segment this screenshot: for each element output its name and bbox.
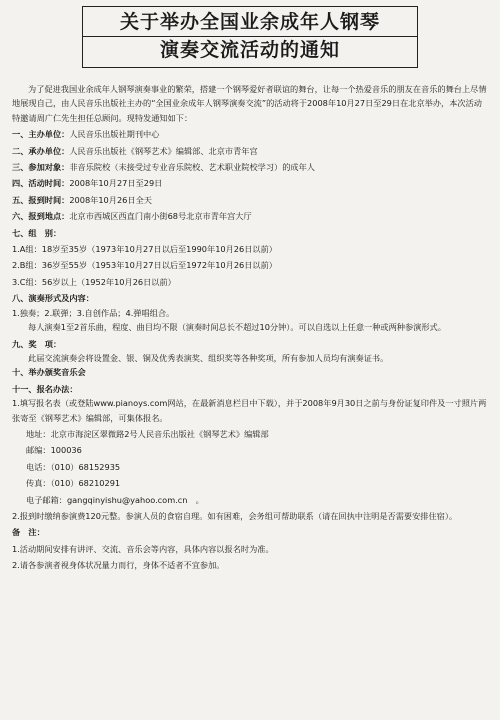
title-box bbox=[82, 6, 418, 68]
item-organizer bbox=[12, 127, 488, 141]
item-checkin-location bbox=[12, 209, 488, 223]
note-2: 2.请各参演者视身体状况量力而行，身体不适者不宜参加。 bbox=[12, 560, 225, 571]
item-text: 人民音乐出版社期刊中心 bbox=[69, 129, 160, 140]
note-1: 1.活动期间安排有讲评、交流、音乐会等内容，具体内容以报名时为准。 bbox=[12, 543, 274, 554]
item-text: 非音乐院校（未接受过专业音乐院校、艺术职业院校学习）的成年人 bbox=[69, 162, 315, 173]
item-text: 2008年10月27日至29日 bbox=[69, 178, 163, 189]
item-text: 2008年10月26日全天 bbox=[69, 194, 152, 205]
item-co-organizer bbox=[12, 144, 488, 158]
group-c: 3.C组：56岁以上（1952年10月26日以前） bbox=[12, 276, 176, 287]
item-label: 六、报到地点： bbox=[12, 211, 70, 222]
item-label: 五、报到时间： bbox=[12, 194, 70, 205]
notes-heading: 备 注： bbox=[12, 527, 45, 538]
registration-item-1: 1.填写报名表（或登陆www.pianoys.com网站，在最新消息栏目中下载），并于2008年9月30日之前与身份证复印件及一寸照片两张寄至《钢琴艺术》编辑部，可集体报名。 bbox=[12, 398, 487, 423]
registration-heading: 十一、报名办法： bbox=[12, 383, 78, 394]
forms-list: 1.独奏；2.联弹；3.自创作品；4.弹唱组合。 bbox=[12, 307, 175, 318]
groups-heading: 七、组 别： bbox=[12, 227, 62, 238]
notice-body bbox=[12, 82, 488, 573]
item-label: 三、参加对象： bbox=[12, 162, 70, 173]
awards-heading: 九、奖 项： bbox=[12, 338, 62, 349]
registration-fax: 传真：（010）68210291 bbox=[26, 478, 121, 489]
registration-phone: 电话：（010）68152935 bbox=[26, 461, 121, 472]
forms-description: 每人演奏1至2首乐曲，程度、曲目均不限（演奏时间总长不超过10分钟）。可以自选以上任意一种或两种参演形式。 bbox=[28, 322, 446, 333]
concert-heading: 十、举办颁奖音乐会 bbox=[12, 367, 86, 378]
group-b: 2.B组：36岁至55岁（1953年10月27日以后至1972年10月26日以前） bbox=[12, 260, 277, 271]
awards-text: 此届交流演奏会将设置金、银、铜及优秀表演奖、组织奖等各种奖项，所有参加人员均有演奏证书。 bbox=[28, 352, 389, 363]
forms-heading: 八、演奏形式及内容： bbox=[12, 293, 94, 304]
title-line-1: 关于举办全国业余成年人钢琴 bbox=[119, 11, 380, 33]
registration-item-2: 2.报到时缴纳参演费120元整。参演人员的食宿自理。如有困难，会务组可帮助联系（请在回执中注明是否需要安排住宿）。 bbox=[12, 510, 458, 521]
item-text: 人民音乐出版社《钢琴艺术》编辑部、北京市青年宫 bbox=[69, 145, 258, 156]
item-event-time bbox=[12, 176, 488, 190]
title-line-2: 演奏交流活动的通知 bbox=[83, 36, 417, 64]
group-a: 1.A组：18岁至35岁（1973年10月27日以后至1990年10月26日以前） bbox=[12, 244, 277, 255]
registration-email: 电子邮箱：gangqinyishu@yahoo.com.cn 。 bbox=[26, 494, 204, 505]
intro-paragraph: 为了促进我国业余成年人钢琴演奏事业的繁荣，搭建一个钢琴爱好者联谊的舞台，让每一个热爱音乐的朋友在音乐的舞台上尽情地展现自己，由人民音乐出版社主办的“全国业余成年人钢琴演奏交流”的活动将于2008年10月27日至29日在北京举办，本次活动特邀请周广仁先生担任总顾问。现特发通知如下： bbox=[12, 84, 487, 123]
item-label: 二、承办单位： bbox=[12, 145, 70, 156]
registration-postcode: 邮编：100036 bbox=[26, 445, 82, 456]
registration-address: 地址：北京市海淀区翠微路2号人民音乐出版社《钢琴艺术》编辑部 bbox=[26, 428, 269, 439]
item-text: 北京市西城区西直门南小街68号北京市青年宫大厅 bbox=[69, 211, 252, 222]
item-label: 四、活动时间： bbox=[12, 178, 70, 189]
item-label: 一、主办单位： bbox=[12, 129, 70, 140]
item-checkin-time bbox=[12, 193, 488, 207]
item-participants bbox=[12, 160, 488, 174]
notice-page bbox=[0, 6, 500, 720]
